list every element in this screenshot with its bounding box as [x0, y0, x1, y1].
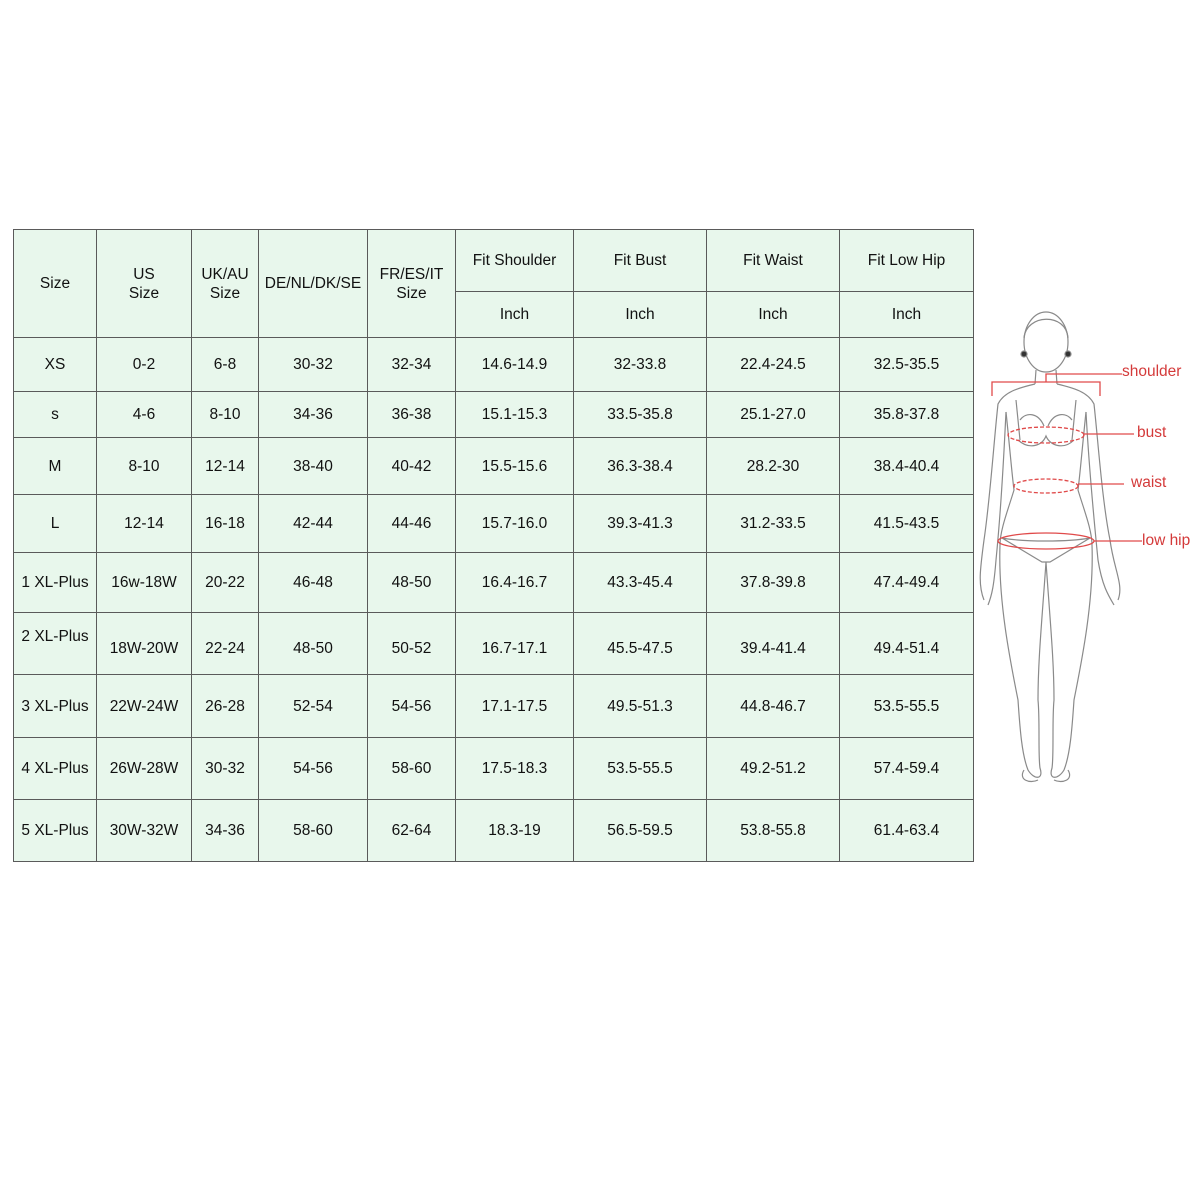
- cell-ukau: 12-14: [192, 438, 259, 495]
- table-row: [14, 675, 974, 738]
- cell-size: 2 XL-Plus: [14, 613, 97, 675]
- cell-fr: 32-34: [368, 338, 456, 392]
- cell-ukau: 22-24: [192, 613, 259, 675]
- cell-bust: 32-33.8: [574, 338, 707, 392]
- size-chart-table: [13, 229, 974, 862]
- cell-shoulder: 17.5-18.3: [456, 738, 574, 800]
- cell-bust: 33.5-35.8: [574, 392, 707, 438]
- cell-shoulder: 15.1-15.3: [456, 392, 574, 438]
- cell-shoulder: 15.5-15.6: [456, 438, 574, 495]
- cell-shoulder: 15.7-16.0: [456, 495, 574, 553]
- cell-eu: 58-60: [259, 800, 368, 862]
- header-size: Size: [14, 230, 97, 338]
- cell-bust: 36.3-38.4: [574, 438, 707, 495]
- cell-size: M: [14, 438, 97, 495]
- cell-shoulder: 18.3-19: [456, 800, 574, 862]
- header-us-size: US Size: [97, 230, 192, 338]
- cell-size: 3 XL-Plus: [14, 675, 97, 738]
- table-row: [14, 392, 974, 438]
- cell-low-hip: 53.5-55.5: [840, 675, 974, 738]
- cell-low-hip: 49.4-51.4: [840, 613, 974, 675]
- header-fr-size: FR/ES/IT Size: [368, 230, 456, 338]
- cell-us: 16w-18W: [97, 553, 192, 613]
- cell-fr: 40-42: [368, 438, 456, 495]
- cell-us: 0-2: [97, 338, 192, 392]
- unit-low-hip: Inch: [840, 292, 974, 338]
- cell-bust: 49.5-51.3: [574, 675, 707, 738]
- cell-fr: 62-64: [368, 800, 456, 862]
- header-fit-bust: Fit Bust: [574, 230, 707, 292]
- cell-fr: 48-50: [368, 553, 456, 613]
- cell-us: 26W-28W: [97, 738, 192, 800]
- cell-waist: 49.2-51.2: [707, 738, 840, 800]
- cell-bust: 45.5-47.5: [574, 613, 707, 675]
- table-row: [14, 438, 974, 495]
- header-fit-shoulder: Fit Shoulder: [456, 230, 574, 292]
- cell-bust: 53.5-55.5: [574, 738, 707, 800]
- cell-size: 1 XL-Plus: [14, 553, 97, 613]
- cell-size: s: [14, 392, 97, 438]
- label-bust: bust: [1137, 424, 1167, 441]
- table-row: [14, 338, 974, 392]
- table-row: [14, 495, 974, 553]
- cell-size: 4 XL-Plus: [14, 738, 97, 800]
- cell-low-hip: 47.4-49.4: [840, 553, 974, 613]
- cell-us: 22W-24W: [97, 675, 192, 738]
- cell-us: 4-6: [97, 392, 192, 438]
- cell-waist: 44.8-46.7: [707, 675, 840, 738]
- cell-waist: 37.8-39.8: [707, 553, 840, 613]
- table-row: [14, 738, 974, 800]
- label-shoulder: shoulder: [1122, 363, 1182, 380]
- cell-shoulder: 16.7-17.1: [456, 613, 574, 675]
- cell-eu: 34-36: [259, 392, 368, 438]
- cell-shoulder: 14.6-14.9: [456, 338, 574, 392]
- cell-waist: 22.4-24.5: [707, 338, 840, 392]
- header-ukau-size: UK/AU Size: [192, 230, 259, 338]
- cell-fr: 50-52: [368, 613, 456, 675]
- cell-fr: 44-46: [368, 495, 456, 553]
- cell-us: 30W-32W: [97, 800, 192, 862]
- cell-fr: 58-60: [368, 738, 456, 800]
- unit-bust: Inch: [574, 292, 707, 338]
- cell-shoulder: 17.1-17.5: [456, 675, 574, 738]
- cell-eu: 48-50: [259, 613, 368, 675]
- cell-waist: 25.1-27.0: [707, 392, 840, 438]
- cell-eu: 42-44: [259, 495, 368, 553]
- table-row: [14, 800, 974, 862]
- label-waist: waist: [1131, 474, 1167, 491]
- cell-ukau: 26-28: [192, 675, 259, 738]
- size-rows: [14, 338, 974, 862]
- cell-ukau: 6-8: [192, 338, 259, 392]
- cell-low-hip: 32.5-35.5: [840, 338, 974, 392]
- cell-low-hip: 41.5-43.5: [840, 495, 974, 553]
- cell-waist: 28.2-30: [707, 438, 840, 495]
- cell-eu: 52-54: [259, 675, 368, 738]
- cell-waist: 31.2-33.5: [707, 495, 840, 553]
- cell-low-hip: 35.8-37.8: [840, 392, 974, 438]
- cell-ukau: 34-36: [192, 800, 259, 862]
- header-row: [14, 230, 974, 292]
- cell-size: XS: [14, 338, 97, 392]
- cell-eu: 54-56: [259, 738, 368, 800]
- cell-size: L: [14, 495, 97, 553]
- cell-eu: 30-32: [259, 338, 368, 392]
- header-fit-waist: Fit Waist: [707, 230, 840, 292]
- cell-low-hip: 61.4-63.4: [840, 800, 974, 862]
- cell-ukau: 16-18: [192, 495, 259, 553]
- unit-shoulder: Inch: [456, 292, 574, 338]
- cell-eu: 38-40: [259, 438, 368, 495]
- body-measurement-figure: [974, 300, 1200, 790]
- cell-bust: 43.3-45.4: [574, 553, 707, 613]
- table-row: [14, 613, 974, 675]
- unit-waist: Inch: [707, 292, 840, 338]
- cell-bust: 56.5-59.5: [574, 800, 707, 862]
- cell-fr: 54-56: [368, 675, 456, 738]
- header-fit-low-hip: Fit Low Hip: [840, 230, 974, 292]
- cell-waist: 53.8-55.8: [707, 800, 840, 862]
- cell-low-hip: 38.4-40.4: [840, 438, 974, 495]
- cell-shoulder: 16.4-16.7: [456, 553, 574, 613]
- cell-ukau: 8-10: [192, 392, 259, 438]
- cell-ukau: 30-32: [192, 738, 259, 800]
- cell-ukau: 20-22: [192, 553, 259, 613]
- table-row: [14, 553, 974, 613]
- cell-eu: 46-48: [259, 553, 368, 613]
- cell-size: 5 XL-Plus: [14, 800, 97, 862]
- cell-fr: 36-38: [368, 392, 456, 438]
- label-low-hip: low hip: [1142, 532, 1191, 549]
- header-eu-size: DE/NL/DK/SE: [259, 230, 368, 338]
- cell-bust: 39.3-41.3: [574, 495, 707, 553]
- cell-low-hip: 57.4-59.4: [840, 738, 974, 800]
- cell-waist: 39.4-41.4: [707, 613, 840, 675]
- cell-us: 18W-20W: [97, 613, 192, 675]
- cell-us: 8-10: [97, 438, 192, 495]
- cell-us: 12-14: [97, 495, 192, 553]
